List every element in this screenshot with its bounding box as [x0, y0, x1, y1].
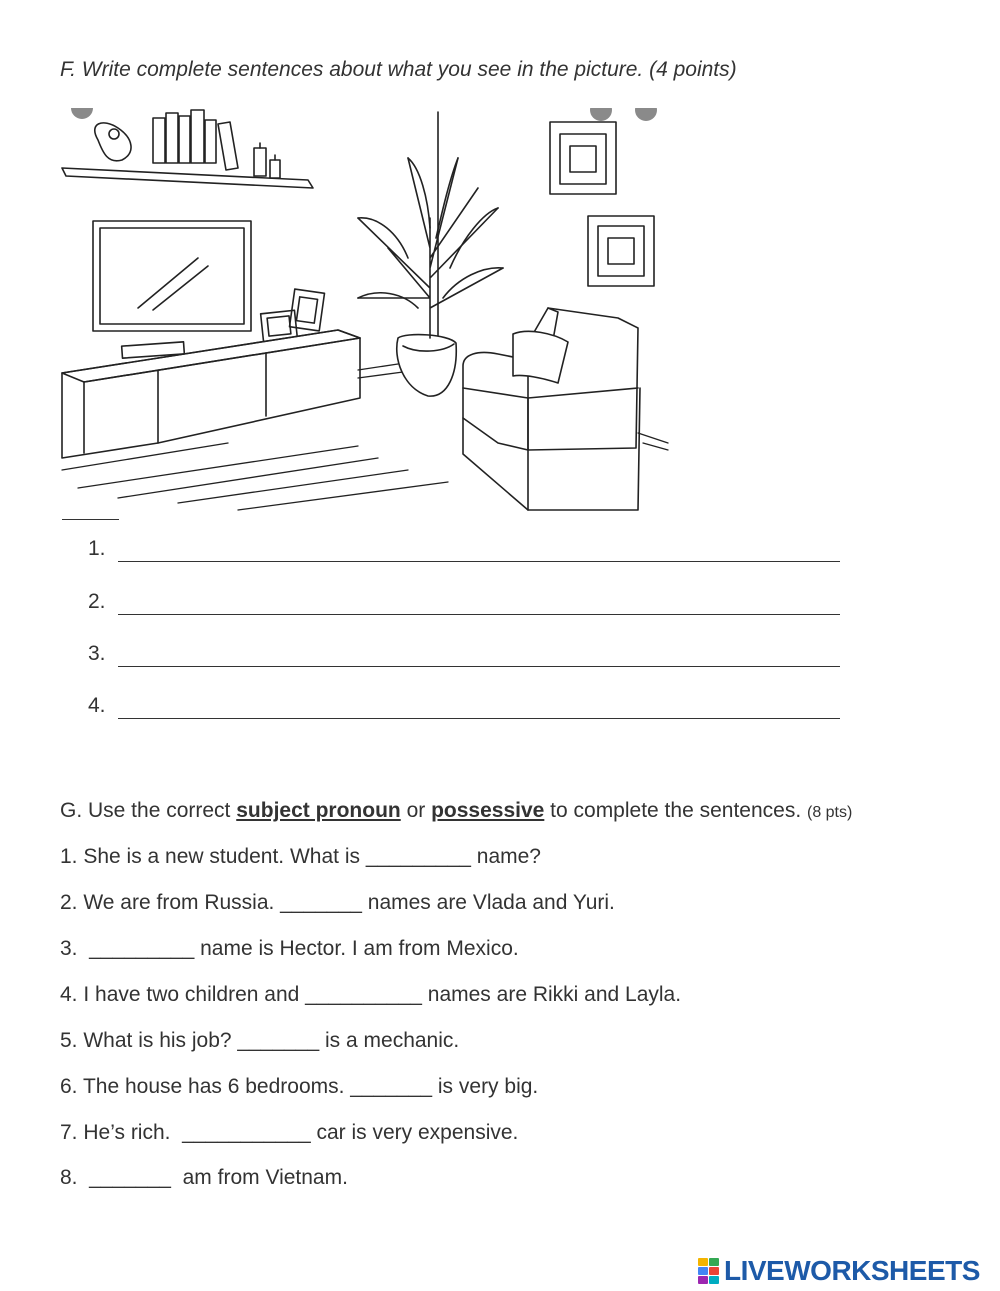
liveworksheets-logo[interactable] — [698, 1256, 980, 1286]
answer-line-1[interactable] — [88, 537, 848, 565]
tv-console — [62, 330, 360, 458]
exercise-sentence-5: 5. What is his job? _______ is a mechanic. — [60, 1029, 460, 1052]
answer-number: 1. — [88, 537, 106, 560]
answer-blank[interactable] — [118, 718, 840, 719]
brand-name: LIVEWORKSHEETS — [724, 1255, 980, 1286]
title-text: G. Use the correct — [60, 799, 237, 822]
exercise-sentence-8: 8. _______ am from Vietnam. — [60, 1166, 348, 1189]
exercise-sentence-7: 7. He’s rich. ___________ car is very expensive. — [60, 1121, 519, 1144]
section-f-title: F. Write complete sentences about what you see in the picture. (4 points) — [60, 58, 737, 81]
living-room-illustration — [58, 98, 673, 523]
tv — [93, 221, 251, 331]
answer-blank[interactable] — [118, 666, 840, 667]
exercise-sentence-2: 2. We are from Russia. _______ names are Vlada and Yuri. — [60, 891, 615, 914]
answer-blank[interactable] — [118, 561, 840, 562]
answer-line-3[interactable] — [88, 642, 848, 670]
wall-shelf — [62, 110, 313, 188]
exercise-sentence-1: 1. She is a new student. What is _________ name? — [60, 845, 541, 868]
short-underline — [62, 519, 119, 520]
answer-number: 3. — [88, 642, 106, 665]
wall-frames — [550, 122, 654, 286]
answer-line-2[interactable] — [88, 590, 848, 618]
term-subject-pronoun: subject pronoun — [236, 799, 401, 822]
title-text: to complete the sentences. — [544, 799, 807, 822]
liveworksheets-logo-icon — [698, 1258, 720, 1284]
points-label: (8 pts) — [806, 804, 853, 821]
title-text: or — [400, 799, 432, 822]
exercise-sentence-6: 6. The house has 6 bedrooms. _______ is very big. — [60, 1075, 539, 1098]
answer-number: 4. — [88, 694, 106, 717]
term-possessive: possessive — [431, 799, 545, 822]
exercise-sentence-3: 3. _________ name is Hector. I am from Mexico. — [60, 937, 519, 960]
section-g-title — [60, 799, 852, 823]
answer-line-4[interactable] — [88, 694, 848, 722]
answer-number: 2. — [88, 590, 106, 613]
answer-blank[interactable] — [118, 614, 840, 615]
exercise-sentence-4: 4. I have two children and __________ names are Rikki and Layla. — [60, 983, 682, 1006]
armchair — [463, 308, 640, 510]
